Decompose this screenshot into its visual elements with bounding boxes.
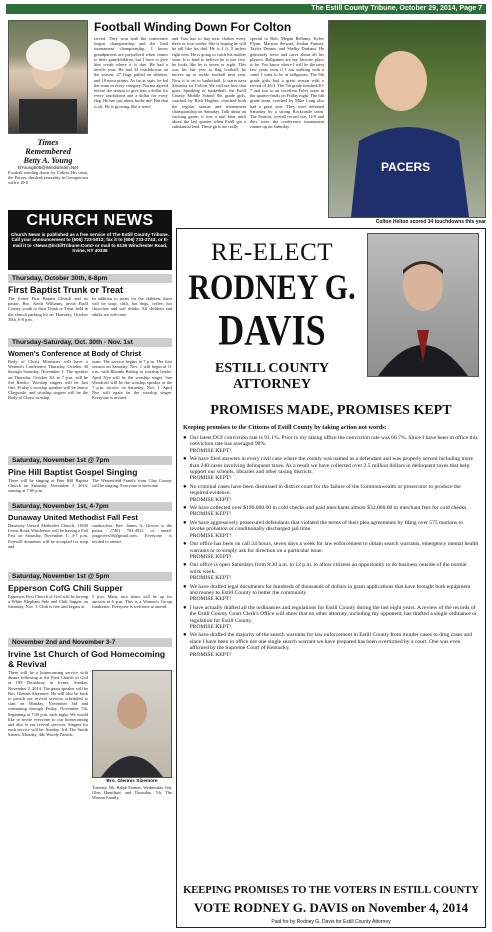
- page-header: The Estill County Tribune, October 29, 2014, Page 7: [6, 4, 486, 14]
- ad-promise-item: [183, 562, 479, 581]
- bullet-icon: ●: [183, 583, 187, 590]
- ad-promise-item: [183, 584, 479, 603]
- story-col-1: record. They won both the conference league championship and the final tournament championship. I know grandparents are prejudiced when comes to their grandchildren, but I have to give him credit where it is due. He had a terrific year. He had 34 touchdowns on the season, 47 flags pulled on defense, and 10 extra points. As far as stats, he led the team in every category. Norma agreed before the season to give him a dollar for every touchdown and a dollar for every flag. He has just about broke me! But that is ok. He is growing like a weed: [94, 36, 168, 109]
- event-text-1: Dunaway United Methodist Church, 11840 Irvine Road, Winchester will be having a Fall Fest on Saturday, November 1, 4-7 p.m. Freewill donations will be accepted for soup and: [8, 523, 88, 549]
- ad-promise-item: [183, 632, 479, 658]
- ad-promise-text: We have filed answers in every civil case where the county was named as a defendant and was properly served including more than 240 cases involving delinquent taxes. As a result we have collected over 2.5 million dollars in delinquent taxes that help support our schools, libraries and other taxing districts.: [189, 456, 473, 476]
- bullet-icon: ●: [183, 541, 187, 548]
- event-1: [8, 274, 172, 338]
- event-title: Epperson CofG Chili Supper: [8, 583, 123, 593]
- ad-promise-text: Our latest DUI conviction rate is 91.1%. Prior to my taking office the conviction rate was 66.7%. Since I have been in office this conviction rate has averaged 90%.: [189, 435, 478, 448]
- event-2: [8, 338, 172, 456]
- ad-paid-for: Paid for by Rodney G. Davis for Estill County Attorney: [271, 919, 391, 925]
- ad-promise-kept: PROMISE KEPT!: [189, 553, 232, 560]
- campaign-ad: [176, 228, 486, 928]
- ad-promise-item: [183, 605, 479, 631]
- bullet-icon: ●: [183, 632, 187, 639]
- event-date: Thursday, October 30th, 6-8pm: [8, 274, 172, 283]
- boy-photo: [328, 20, 486, 218]
- pastor-caption: Bro. Glennis Sizemore: [106, 779, 158, 784]
- ad-promise-kept: PROMISE KEPT!: [189, 496, 232, 503]
- woman-portrait-icon: [9, 21, 87, 133]
- columnist-email[interactable]: BYoung505@Windstream.Net: [18, 165, 78, 170]
- ad-promise-item: [183, 435, 479, 454]
- ad-promise-kept: PROMISE KEPT!: [189, 475, 232, 482]
- boy-football-photo-icon: [329, 21, 485, 217]
- church-news-title: CHURCH NEWS: [26, 212, 154, 229]
- columnist-name: Betty A. Young: [23, 156, 73, 165]
- event-text-1: Body of Christ Ministries will have a Women's Conference Thursday, October 30 through Saturday, November 1. The speaker on Thursday, October 30, at 7 p.m. will be Sid Renfro. Worship singers will be Just One. Friday's worship speaker will be Janice Claypoole, and worship singers will be the Body of Christ worship: [8, 359, 88, 401]
- boy-photo-caption: Colton Helton scored 34 touchdowns this year: [375, 219, 486, 225]
- story-col-2: and Tara has to buy new clothes every three or four weeks. She is hoping he will be tall like his dad. He is 4 ft. 5 inches right now. He is going to catch his mother soon. It is hard to believe he is just five, he looks like he is seven or eight. This was his last year at flag football; he moves up to tackle football next year. Now it is on to basketball. It starts next Saturday for Colton. We will see how that goes. Speaking of basketball, the Estill County Middle School 8th grade girls, coached by Rich Hughes, clinched both the regular season and tournament championship on Saturday. Talk about an exciting game; it was a nail biter until about the last quarter when Estill got a substantial lead. These girls are really: [172, 36, 246, 130]
- ad-slogan: PROMISES MADE, PROMISES KEPT: [210, 403, 452, 418]
- event-title: First Baptist Trunk or Treat: [8, 285, 124, 295]
- story-col-3: special to Bob; Megan Bellamy, Kylee Flynn, Marrian Stewart, Jordan Farmer, Taylor Dennis, and Shelby Durham. He genuinely loves and cares about all his players. Ballgames are my favorite place to be. You know where I will be the next few years even if I am walking with a cane! I want to be at ballgames. The 8th grade girls had a great season with a record of 26-3. The 7th grade finished 20-7 and lost to an excellent Foley team in the quarter-finals on Friday night. The 6th grade team, coached by Mike Long also had a great year. They were defeated Saturday by a strong Rockcastle team. The Patriots' overall record was 14-9 and they were the conference tournament runner up on Saturday.: [250, 36, 324, 130]
- ad-promise-text: We have collected over $190,000.00 in cold checks and paid merchants almost $32,000.00 in merchant fees for cold checks.: [189, 505, 468, 512]
- event-title: Irvine 1st Church of God Homecoming & Revival: [8, 649, 166, 669]
- event-text-2: Tuesday, 5th, Ralph Farmer; Wednesday, 6th, Glen Hamilton; and Thursday, 7th, The Watson Family.: [92, 785, 172, 801]
- ad-promise-text: No criminal cases have been dismissed in district court for the failure of the Commonwealth or prosecutor to produce the required evidence.: [189, 483, 461, 497]
- event-title: Women's Conference at Body of Christ: [8, 349, 141, 358]
- ad-office-2: ATTORNEY: [232, 377, 312, 392]
- event-text-1: Epperson First Church of God will be having a White Elephant Sale and Chili Supper on Saturday, Nov. 1. Chili is free and begins at: [8, 594, 88, 610]
- event-text-2: 5 p.m. Many nice items will be up for auction at 6 p.m. This is a Women's Group fundraiser. Everyone is welcome to attend.: [92, 594, 172, 610]
- ad-promise-item: [183, 541, 479, 560]
- ad-promise-item: [183, 520, 479, 539]
- story-title: Football Winding Down For Colton: [94, 20, 292, 34]
- ad-promise-kept: PROMISE KEPT!: [189, 575, 232, 582]
- bullet-icon: ●: [183, 505, 187, 512]
- bullet-icon: ●: [183, 562, 187, 569]
- event-text-1: There will be singing at Pine Hill Baptist Church on Saturday, November 1, 2014, starting at 7:00 p.m.: [8, 478, 88, 494]
- event-text-2: team. The service begins at 7 p.m. The first session on Saturday, Nov. 1 will begin at 11 a.m. with Rhonda Bishop as worship leader. April Nye will be the worship singer. Sue Woodroff will be the worship speaker at the 7 p.m. service on Saturday, Nov. 1. April Nye will again be the worship singer. Everyone is invited.: [92, 359, 172, 401]
- bullet-icon: ●: [183, 604, 187, 611]
- event-text-2: sandwiches. Rev. James A. Groves is the pastor. (740) 702-4921 or email: jimgroves50@gmail.com. Everyone is invited to attend.: [92, 523, 172, 544]
- bullet-icon: ●: [183, 435, 187, 441]
- ad-promise-kept: PROMISE KEPT!: [189, 651, 232, 658]
- ad-promise-kept: PROMISE KEPT!: [189, 623, 232, 630]
- church-news-banner: [8, 210, 172, 270]
- man-portrait-icon: [368, 234, 478, 376]
- column-kicker-2: Remembered: [25, 146, 71, 156]
- bullet-icon: ●: [183, 483, 187, 490]
- event-text-2: In addition to treats for the children, there will be soup, chili, hot dogs, coffee, hot chocolate and soft drinks. All children and adults are welcome.: [92, 296, 172, 317]
- event-title: Dunaway United Methodist Fall Fest: [8, 513, 138, 522]
- man-portrait-icon: [93, 671, 171, 777]
- ad-promise-item: [183, 456, 479, 482]
- svg-text:PACERS: PACERS: [381, 160, 431, 174]
- event-text-1: The Irvine First Baptist Church and its pastor, Bro. Keith Williams, invite Estill County youth to their Trunk or Treat, held in the church parking lot on Thursday, October 30th, 6-8 p.m.: [8, 296, 88, 322]
- ad-footer-2: VOTE RODNEY G. DAVIS on November 4, 2014: [193, 900, 469, 915]
- ad-office-1: ESTILL COUNTY: [215, 361, 329, 376]
- bullet-icon: ●: [183, 456, 187, 463]
- event-5: [8, 572, 172, 638]
- event-6: [8, 638, 172, 906]
- ad-reelect: RE-ELECT: [210, 239, 334, 266]
- candidate-photo: [367, 233, 479, 377]
- event-title: Pine Hill Baptist Gospel Singing: [8, 467, 138, 477]
- event-4: [8, 502, 172, 572]
- ad-promise-kept: PROMISE KEPT!: [189, 596, 232, 603]
- event-date: Thursday-Saturday, Oct. 30th - Nov. 1st: [8, 338, 172, 347]
- ad-name-2: DAVIS: [218, 306, 326, 354]
- ad-promise-text: We have drafted legal documents for hundreds of thousands of dollars in grant applications that have brought both equipment and money to Estill County to better the community.: [189, 583, 471, 596]
- ad-promise-text: We have aggressively prosecuted defendants that violated the terms of their plea agreements by filing over 575 motions to revoke probation or conditionally discharged jail time.: [189, 519, 463, 533]
- column-kicker: Times: [37, 137, 59, 147]
- pastor-photo: [92, 670, 172, 778]
- events-column: [8, 274, 172, 924]
- event-text-2: The Westerfield Family from Clay County will be singing. Everyone is welcome.: [92, 478, 172, 489]
- event-text-1: There will be a homecoming service with dinner following at the First Church of God at 199 Broadway in Irvine, Sunday, November 2, 2014. The guest speaker will be Bro. Glennis Sizemore. He will also be back to preach our revival services scheduled to start on Monday, November 3rd and continuing through Friday, November 7th, beginning at 7:00 p.m. each night. We would like to invite everyone to our homecoming and also to our revival services. Singers for each service will be: Sunday, 3rd, The Smith Sisters; Monday, 4th, Woody Patrick;: [8, 670, 88, 738]
- bullet-icon: ●: [183, 519, 187, 526]
- ad-promise-item: [183, 505, 479, 518]
- ad-promise-list: [183, 435, 479, 658]
- column-intro: Football winding down for Colton. His team, the Pacers, finished yesterday in Georgetown with a 10-0: [8, 170, 88, 186]
- event-date: Saturday, November 1st @ 5pm: [8, 572, 172, 581]
- event-3: [8, 456, 172, 502]
- ad-promise-kept: PROMISE KEPT!: [189, 532, 232, 539]
- ad-footer-1: KEEPING PROMISES TO THE VOTERS IN ESTILL COUNTY: [183, 885, 479, 896]
- ad-intro: Keeping promises to the Citizens of Estill County by taking action not words:: [183, 424, 387, 431]
- ad-promise-text: We have drafted the majority of the search warrants for law enforcement in Estill County from murder cases to drug cases and since I have been in office not one single search warrant we have prepared has been overturned by a court. One was even affirmed by the Supreme Court of Kentucky.: [189, 632, 473, 652]
- church-news-text: Church News is published as a free service of The Estill County Tribune. Call your announcement to (606) 723-5012; fax it to (606) 723-2743; or E-mail it to <News@EstillTribune.Com> or mail to 6135 Winchester Road, Irvine, KY 40336: [11, 232, 170, 254]
- ad-name-1: RODNEY G.: [188, 267, 356, 308]
- event-date: Saturday, November 1st, 4-7pm: [8, 502, 172, 511]
- ad-promise-kept: PROMISE KEPT!: [189, 511, 232, 518]
- ad-promise-kept: PROMISE KEPT!: [189, 447, 232, 454]
- ad-promise-text: Our office has been on call 24 hours, seven days a week for law enforcement to obtain search warrants, emergency mental health warrants or to simply ask for direction on a particular issue.: [189, 541, 479, 554]
- ad-promise-item: [183, 484, 479, 503]
- ad-promise-text: Our office is open Saturdays from 8:30 a.m. to 12 p.m. to allow citizens an opportunity to do business outside of the normal work week.: [189, 562, 467, 575]
- event-date: Saturday, November 1st @ 7pm: [8, 456, 172, 465]
- columnist-photo: [8, 20, 88, 134]
- ad-promise-text: I have actually drafted all the ordinances and regulations for Estill County during the last eight years. A review of the records of the Estill County Court Clerk's Office will show that no other attorney, including my opponent, has drafted a single ordinance or regulation for Estill County.: [189, 604, 477, 624]
- event-date: November 2nd and November 3-7: [8, 638, 172, 647]
